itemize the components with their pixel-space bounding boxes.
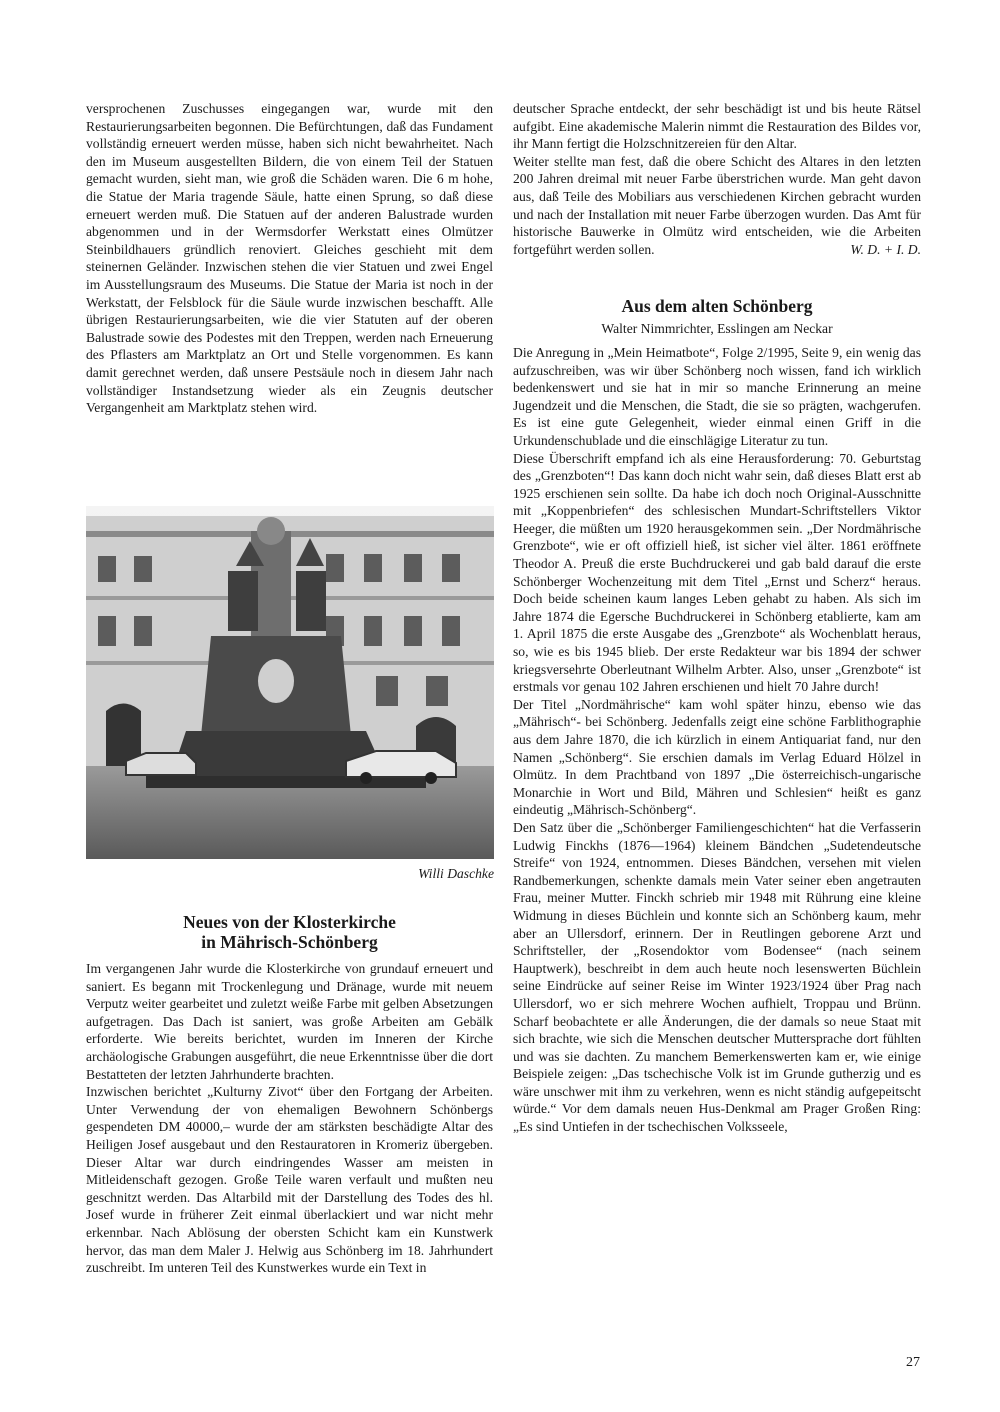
- article-paragraph: Diese Überschrift empfand ich als eine Herausforderung: 70. Geburtstag des „Grenzboten“! Das kann doch nicht wahr sein, daß dieses Blatt erst ab 1925 erschienen sein sollte. Da habe ich doch noch Original-Ausschnitte mit „Koppenbriefen“ des schlesischen Mundart-Schriftstellers Viktor Heeger, die müßten um 1920 herausgekommen sein. „Der Nordmährische Grenzbote“, wie er oft offiziell hieß, ist sicher viel älter. 1861 eröffnete Theodor A. Preuß die erste Buchdruckerei und gab bald darauf die erste Schönberger Wochenzeitung mit dem Titel „Ernst und Scherz“ heraus. Doch beide scheinen kaum langes Leben gehabt zu haben. Als sich im Jahre 1874 die Egersche Buchdruckerei in Schönberg etablierte, kam am 1. April 1875 die erste Ausgabe des „Grenzbote“ als Wochenblatt heraus, so, wie es bis 1945 blieb. Der erste Redakteur war bis 1894 der schwer kriegsversehrte Oberleutnant Wilhelm Arbter. Also, unser „Grenzbote“ ist erstmals vor genau 102 Jahren erschienen und hielt 70 Jahre durch!: [513, 450, 921, 695]
- article-paragraph: Im vergangenen Jahr wurde die Klosterkirche von grundauf erneuert und saniert. Es begann mit Trockenlegung und Dränage, wurde mit neuem Verputz weiter gearbeitet und zuletzt weiße Farbe mit gelben Absetzungen aufgetragen. Das Dach ist saniert, was große Arbeiten am Gebälk erforderte. Wie bereits berichtet, wurden im Inneren der Kirche archäologische Grabungen ausgeführt, die neue Erkenntnisse über die dort Bestatteten der letzten Jahrhunderte brachten.: [86, 961, 493, 1082]
- article-headline: [86, 912, 493, 952]
- article-paragraph: deutscher Sprache entdeckt, der sehr beschädigt ist und bis heute Rätsel aufgibt. Eine akademische Malerin nimmt die Restauration des Bildes vor, ihr Mann fertigt die Holzschnitzereien für den Altar.: [513, 101, 921, 152]
- photo-caption: Willi Daschke: [418, 866, 494, 881]
- paragraph-text: Weiter stellte man fest, daß die obere Schicht des Altares in den letzten 200 Jahren dreimal mit neuer Farbe überstrichen wurde. Man geht davon aus, daß Teile des Mobiliars aus verschiedenen Kirchen gebracht wurden und nach der Installation mit neuer Farbe überzogen wurden. Das Amt für historische Bauwerke in Olmütz wird entscheiden, wie die Arbeiten fortgeführt werden sollen.: [513, 153, 921, 257]
- article-headline: Aus dem alten Schönberg: [621, 296, 813, 317]
- right-column: [513, 100, 921, 1136]
- plague-column-photo: [86, 476, 494, 859]
- article-klosterkirche: [86, 912, 493, 1277]
- author-signature: W. D. + I. D.: [850, 241, 921, 257]
- article-paragraph: Den Satz über die „Schönberger Familiengeschichten“ hat die Verfasserin Ludwig Finckhs (1876—1964) kleinem Bändchen „Sudetendeutsche Streife“ von 1924, entnommen. Dieses Bändchen, versehen mit vielen Randbemerkungen, schenkte damals mein Vater seiner eben angetrauten Frau, meiner Mutter. Finckh schrieb mir 1948 mit Rührung eine kleine Widmung in dieses Büchlein und konnte sich an Schönberg kaum, mehr aber an Ullersdorf, erinnern. Der in Reutlingen geborene Arzt und Schriftsteller, der „Rosendoktor vom Bodensee“ (nach seinem Hauptwerk), beschreibt in dem auch heute noch lesenswerten Büchlein seine Eindrücke auf seiner Reise im Winter 1923/1924 über Prag nach Ullersdorf, wo er sich mehrere Wochen aufhielt, Troppau und Brünn. Scharf beobachtete er alle Änderungen, die der damals so neue Staat mit sich brachte, wie sich die Menschen deutscher Muttersprache dort fühlten und was sie dachten. Zu manchem Bemerkenswerten kam er, wie einige Beispiele zeigen: „Das tschechische Volk ist im Grunde gutherzig und es wäre unschwer mit ihm zu verkehren, wenn es nicht ständig aufgepeitscht würde.“ Vor dem damals neuen Hus-Denkmal am Prager Großen Ring: „Es sind Untiefen in der tschechischen Volksseele,: [513, 819, 921, 1135]
- page-number: 27: [906, 1355, 920, 1370]
- left-column-top: [86, 100, 493, 417]
- continued-paragraph: versprochenen Zuschusses eingegangen war, wurde mit den Restaurierungsarbeiten begonnen. Die Befürchtungen, daß das Fundament vollständig erneuert werden müsse, haben sich nicht bewahrheitet. Nach den im Museum ausgestellten Bildern, die von einem Teil der Statuen gemacht wurden, sieht man, wie groß die Schäden waren. Die 6 m hohe, die Statue der Maria tragende Säule, hatte einen Sprung, so daß diese erneuert werden muß. Die Statuen auf der anderen Balustrade wurden abgenommen und in der Wermsdorfer Werkstatt eines Olmützer Steinbildhauers gründlich renoviert. Gleiches geschieht mit dem steinernen Geländer. Inzwischen stehen die vier Statuen und zwei Engel im Ausstellungsraum des Museums. Die Statue der Maria ist noch in der Werkstatt, der Felsblock für die Säule wurde inzwischen beschafft. Alle übrigen Restaurierungsarbeiten, wie die vier Statuten auf der oberen Balustrade sowie des Podestes mit den Treppen, werden nach Erneuerung des Pflasters am Marktplatz an Ort und Stelle vorgenommen. Es kann damit gerechnet werden, daß unsere Pestsäule noch in diesem Jahr nach vollständiger Instandsetzung wieder als ein Zeugnis deutscher Vergangenheit am Marktplatz stehen wird.: [86, 101, 493, 416]
- article-paragraph: Die Anregung in „Mein Heimatbote“, Folge 2/1995, Seite 9, ein wenig das aufzuschreiben, was wir über Schönberg noch wissen, fand ich wirklich bedenkenswert und sie hat in mir so manche Erinnerung an meine Jugendzeit und die Menschen, die Stadt, die sie so prägten, wachgerufen. Es ist eine gute Gelegenheit, wieder einmal einen Griff in die Urkundenschublade und die einschlägige Literatur zu tun.: [513, 344, 921, 448]
- article-paragraph: [513, 153, 921, 259]
- headline-line-2: in Mährisch-Schönberg: [201, 932, 378, 952]
- article-paragraph: Inzwischen berichtet „Kulturny Zivot“ über den Fortgang der Arbeiten. Unter Verwendung der von ehemaligen Bewohnern Schönbergs gespendeten DM 40000,– wurde der am stärksten beschädigte Altar des Heiligen Josef ausgebaut und den Restauratoren in Kromeriz übergeben. Dieser Altar war durch eindringendes Wasser am meisten in Mitleidenschaft gezogen. Große Teile waren verfault und mußten neu geschnitzt werden. Das Altarbild mit der Darstellung des Todes des hl. Josef wurde in früherer Zeit einmal überlackiert und war nicht mehr erkennbar. Nach Ablösung der obersten Schicht kam ein Kunstwerk hervor, das man dem Maler J. Helwig aus Schönberg im 18. Jahrhundert zuschreibt. Im unteren Teil des Kunstwerkes wurde ein Text in: [86, 1084, 493, 1276]
- article-byline: Walter Nimmrichter, Esslingen am Neckar: [601, 321, 833, 337]
- article-paragraph: Der Titel „Nordmährische“ kam wohl später hinzu, ebenso wie das „Mährisch“- bei Schönberg. Jedenfalls zeigt eine schöne Farblithographie aus dem Jahre 1870, die ich kürzlich in einem Antiquariat fand, nur den Namen „Schönberg“. Sie erschien damals im Verlag Eduard Hölzel in Olmütz. In dem Prachtband von 1897 „Die österreichisch-ungarische Monarchie in Wort und Bild, Mähren und Schlesien“ heißt es ganz eindeutig „Mährisch-Schönberg“.: [513, 696, 921, 818]
- headline-line-1: Neues von der Klosterkirche: [183, 912, 396, 932]
